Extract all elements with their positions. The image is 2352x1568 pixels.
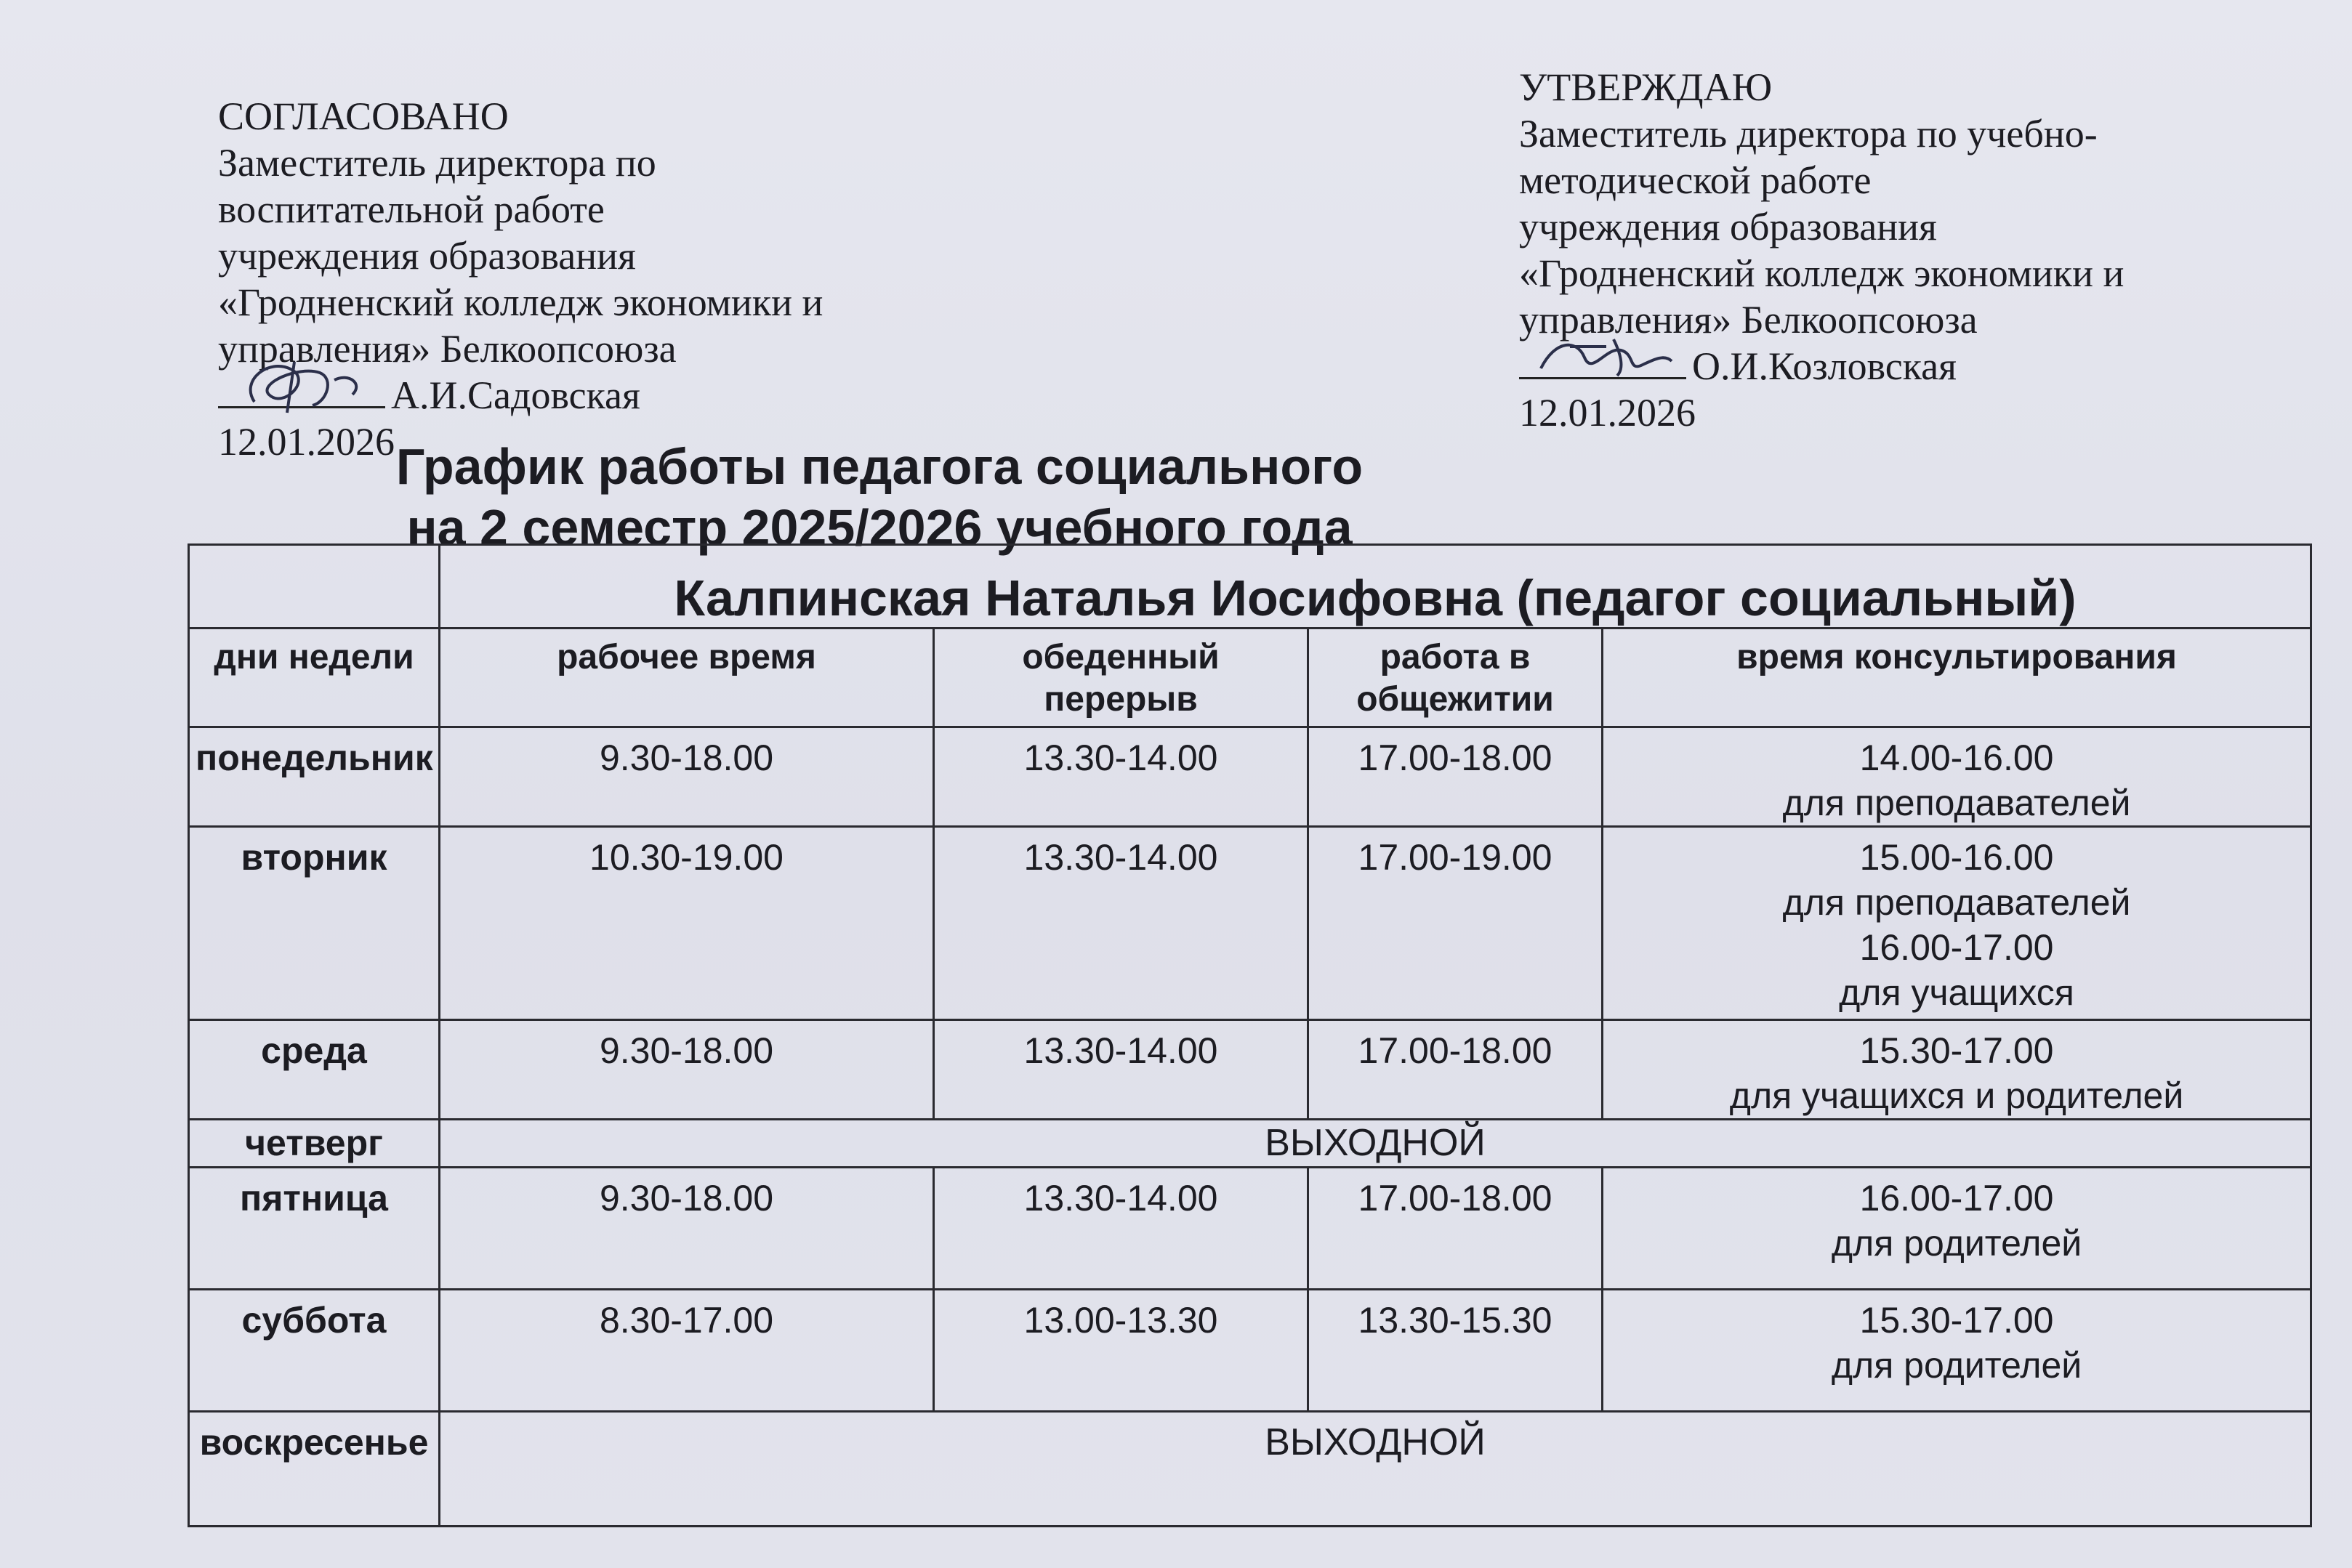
consult-cell bbox=[1603, 827, 2311, 1020]
table-row bbox=[189, 1290, 2311, 1412]
handwritten-signature bbox=[1526, 325, 1701, 383]
schedule-table bbox=[188, 543, 2312, 1527]
employee-row bbox=[189, 545, 2311, 629]
agreed-line: Заместитель директора по bbox=[218, 141, 656, 185]
consult-time: 14.00-16.00 bbox=[1859, 737, 2054, 778]
day-off-cell: ВЫХОДНОЙ bbox=[440, 1120, 2311, 1168]
work-time-cell: 9.30-18.00 bbox=[440, 727, 934, 827]
approved-line: Заместитель директора по учебно- bbox=[1519, 112, 2098, 155]
consult-time: 16.00-17.00 bbox=[1859, 1178, 2054, 1219]
work-time-cell: 8.30-17.00 bbox=[440, 1290, 934, 1412]
approved-date: 12.01.2026 bbox=[1519, 391, 1696, 435]
approved-line: «Гродненский колледж экономики и bbox=[1519, 251, 2125, 295]
header-row bbox=[189, 629, 2311, 727]
dorm-cell: 13.30-15.30 bbox=[1308, 1290, 1603, 1412]
approved-line: управления» Белкоопсоюза bbox=[1519, 298, 1978, 342]
header-lunch: обеденный перерыв bbox=[934, 629, 1308, 727]
handwritten-signature bbox=[225, 351, 385, 416]
consult-cell bbox=[1603, 1020, 2311, 1120]
employee-name: Калпинская Наталья Иосифовна (педагог социальный) bbox=[440, 545, 2311, 629]
day-cell: понедельник bbox=[189, 727, 440, 827]
approved-signature-row bbox=[1519, 343, 2124, 389]
document-title bbox=[0, 436, 1759, 558]
agreed-line: учреждения образования bbox=[218, 234, 636, 278]
day-cell: среда bbox=[189, 1020, 440, 1120]
agreed-line: «Гродненский колледж экономики и bbox=[218, 280, 823, 324]
empty-corner-cell bbox=[189, 545, 440, 629]
table-row bbox=[189, 727, 2311, 827]
day-off-cell: ВЫХОДНОЙ bbox=[440, 1412, 2311, 1527]
consult-audience: для родителей bbox=[1831, 1223, 2082, 1264]
agreed-signature-row bbox=[218, 372, 823, 419]
table-row bbox=[189, 1168, 2311, 1290]
signature-line bbox=[1519, 347, 1686, 379]
consult-audience: для учащихся и родителей bbox=[1729, 1075, 2184, 1116]
consult-cell bbox=[1603, 1168, 2311, 1290]
day-cell: вторник bbox=[189, 827, 440, 1020]
header-dorm: работа в общежитии bbox=[1308, 629, 1603, 727]
consult-cell bbox=[1603, 727, 2311, 827]
approved-line: методической работе bbox=[1519, 158, 1872, 202]
table-row bbox=[189, 827, 2311, 1020]
agreed-date: 12.01.2026 bbox=[218, 420, 395, 464]
consult-time: 16.00-17.00 bbox=[1859, 927, 2054, 968]
lunch-cell: 13.30-14.00 bbox=[934, 727, 1308, 827]
consult-time: 15.30-17.00 bbox=[1859, 1030, 2054, 1071]
consult-audience: для преподавателей bbox=[1782, 882, 2131, 923]
consult-time: 15.00-16.00 bbox=[1859, 837, 2054, 878]
dorm-cell: 17.00-18.00 bbox=[1308, 727, 1603, 827]
consult-time: 15.30-17.00 bbox=[1859, 1300, 2054, 1341]
consult-audience: для родителей bbox=[1831, 1345, 2082, 1386]
approved-block bbox=[1519, 64, 2124, 436]
work-time-cell: 9.30-18.00 bbox=[440, 1168, 934, 1290]
table-row bbox=[189, 1020, 2311, 1120]
day-cell: пятница bbox=[189, 1168, 440, 1290]
day-cell: суббота bbox=[189, 1290, 440, 1412]
dorm-cell: 17.00-18.00 bbox=[1308, 1168, 1603, 1290]
day-cell: четверг bbox=[189, 1120, 440, 1168]
agreed-line: управления» Белкоопсоюза bbox=[218, 327, 677, 371]
work-time-cell: 9.30-18.00 bbox=[440, 1020, 934, 1120]
title-line-1: График работы педагога социального bbox=[395, 438, 1364, 495]
day-cell: воскресенье bbox=[189, 1412, 440, 1527]
approved-heading: УТВЕРЖДАЮ bbox=[1519, 65, 1773, 109]
agreed-line: воспитательной работе bbox=[218, 187, 605, 231]
consult-audience: для преподавателей bbox=[1782, 783, 2131, 823]
header-work-time: рабочее время bbox=[440, 629, 934, 727]
consult-audience: для учащихся bbox=[1839, 972, 2074, 1013]
consult-cell bbox=[1603, 1290, 2311, 1412]
work-time-cell: 10.30-19.00 bbox=[440, 827, 934, 1020]
dorm-cell: 17.00-18.00 bbox=[1308, 1020, 1603, 1120]
agreed-signatory: А.И.Садовская bbox=[391, 373, 640, 417]
approved-line: учреждения образования bbox=[1519, 205, 1937, 248]
lunch-cell: 13.00-13.30 bbox=[934, 1290, 1308, 1412]
header-consult: время консультирования bbox=[1603, 629, 2311, 727]
title-line-2: на 2 семестр 2025/2026 учебного года bbox=[406, 499, 1353, 556]
lunch-cell: 13.30-14.00 bbox=[934, 1020, 1308, 1120]
header-day: дни недели bbox=[189, 629, 440, 727]
agreed-heading: СОГЛАСОВАНО bbox=[218, 94, 509, 138]
dorm-cell: 17.00-19.00 bbox=[1308, 827, 1603, 1020]
table-row bbox=[189, 1412, 2311, 1527]
signature-line bbox=[218, 376, 385, 408]
lunch-cell: 13.30-14.00 bbox=[934, 827, 1308, 1020]
table-row bbox=[189, 1120, 2311, 1168]
lunch-cell: 13.30-14.00 bbox=[934, 1168, 1308, 1290]
approved-signatory: О.И.Козловская bbox=[1692, 344, 1957, 388]
agreed-block bbox=[218, 93, 823, 465]
